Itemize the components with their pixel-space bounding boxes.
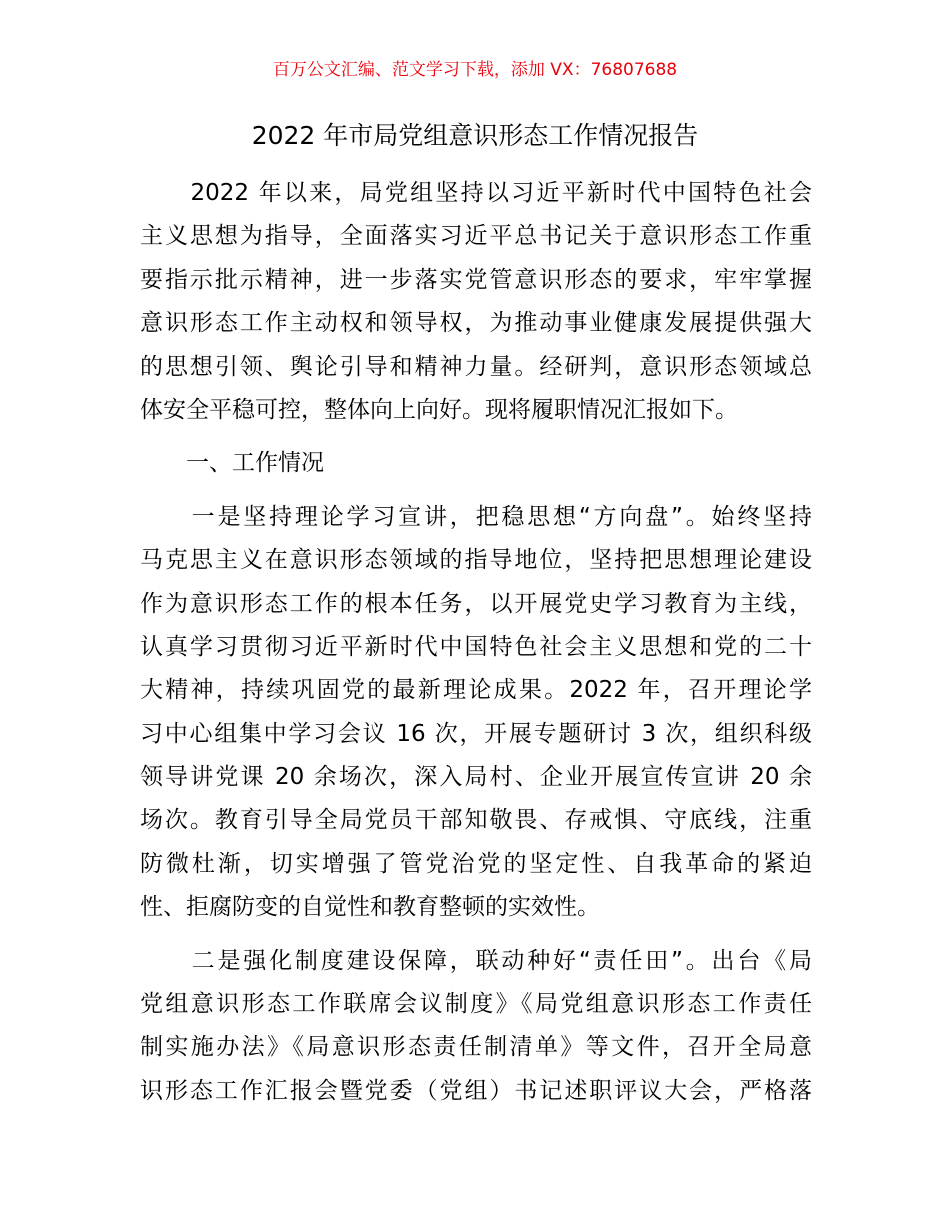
page-title: 2022 年市局党组意识形态工作情况报告 [251, 121, 699, 150]
paragraph-system-building [140, 940, 812, 1114]
document-body [140, 172, 812, 1113]
text-line: 一是坚持理论学习宣讲，把稳思想“方向盘”。始终坚持 [140, 503, 812, 530]
text-line: 体安全平稳可控，整体向上向好。现将履职情况汇报如下。 [140, 396, 738, 423]
header-promo-note: 百万公文汇编、范文学习下载，添加 VX：76807688 [272, 60, 678, 80]
text-line: 的思想引领、舆论引导和精神力量。经研判，意识形态领域总 [140, 353, 812, 380]
text-line: 意识形态工作主动权和领导权，为推动事业健康发展提供强大 [140, 310, 812, 337]
text-line: 识形态工作汇报会暨党委（党组）书记述职评议大会，严格落 [140, 1077, 812, 1104]
section-heading [140, 442, 812, 485]
paragraph-intro [140, 172, 812, 432]
text-line: 一、工作情况 [140, 450, 324, 477]
text-line: 性、拒腐防变的自觉性和教育整顿的实效性。 [140, 894, 600, 921]
text-line: 二是强化制度建设保障，联动种好“责任田”。出台《局 [140, 947, 812, 974]
text-line: 习中心组集中学习会议 16 次，开展专题研讨 3 次，组织科级 [140, 720, 812, 747]
text-line: 主义思想为指导，全面落实习近平总书记关于意识形态工作重 [140, 223, 812, 250]
text-line: 作为意识形态工作的根本任务，以开展党史学习教育为主线， [140, 590, 812, 617]
text-line: 认真学习贯彻习近平新时代中国特色社会主义思想和党的二十 [140, 633, 812, 660]
text-line: 防微杜渐，切实增强了管党治党的坚定性、自我革命的紧迫 [140, 850, 812, 877]
text-line: 要指示批示精神，进一步落实党管意识形态的要求，牢牢掌握 [140, 266, 812, 293]
text-line: 马克思主义在意识形态领域的指导地位，坚持把思想理论建设 [140, 547, 812, 574]
text-line: 场次。教育引导全局党员干部知敬畏、存戒惧、守底线，注重 [140, 807, 812, 834]
paragraph-theory-study [140, 496, 812, 930]
text-line: 2022 年以来，局党组坚持以习近平新时代中国特色社会 [140, 180, 812, 206]
text-line: 党组意识形态工作联席会议制度》《局党组意识形态工作责任 [140, 991, 812, 1018]
text-line: 制实施办法》《局意识形态责任制清单》等文件，召开全局意 [140, 1034, 812, 1061]
text-line: 大精神，持续巩固党的最新理论成果。2022 年，召开理论学 [140, 677, 812, 704]
text-line: 领导讲党课 20 余场次，深入局村、企业开展宣传宣讲 20 余 [140, 764, 812, 791]
